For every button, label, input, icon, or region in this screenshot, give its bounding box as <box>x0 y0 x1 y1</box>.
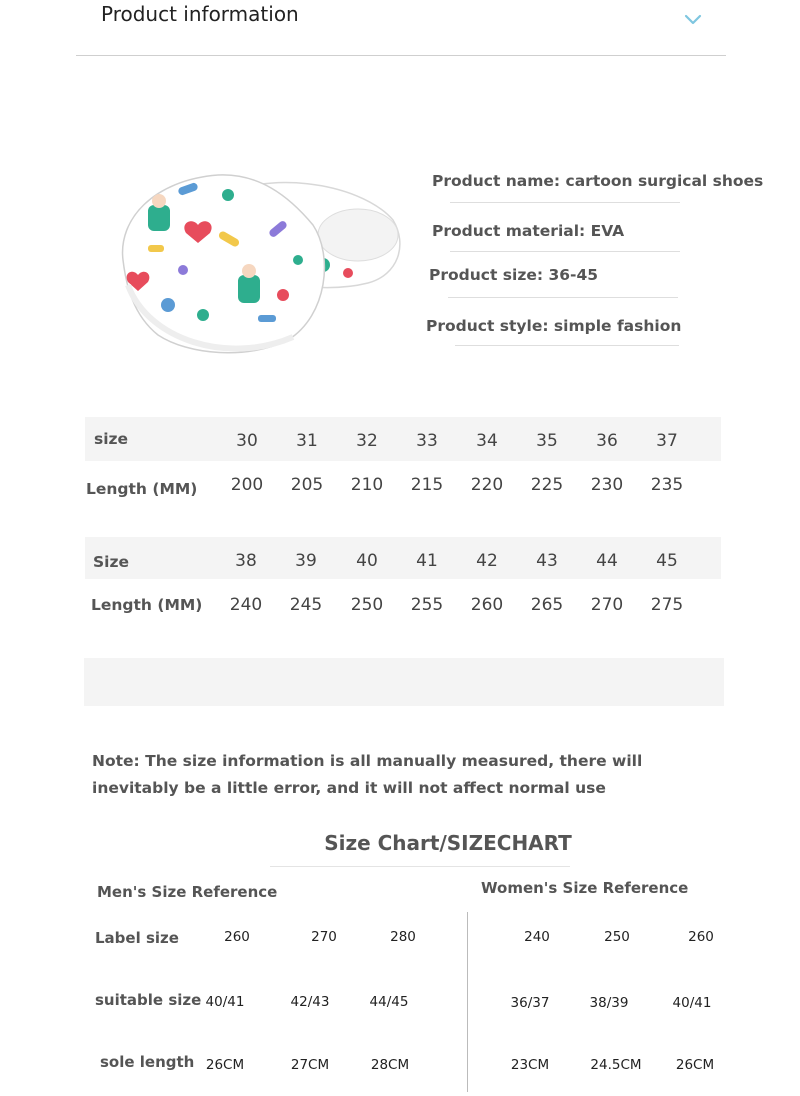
size-cell: 41 <box>416 551 438 571</box>
spec-material: Product material: EVA <box>432 222 625 240</box>
size-cell: 42 <box>476 551 498 571</box>
womens-suitable-size-cell: 40/41 <box>672 995 712 1011</box>
length-cell: 240 <box>229 595 263 615</box>
chevron-down-icon[interactable] <box>684 14 702 26</box>
size-cell: 38 <box>235 551 257 571</box>
shoe-product-image <box>108 165 408 365</box>
spec-style: Product style: simple fashion <box>426 317 682 335</box>
mens-label-size-cell: 270 <box>311 929 337 945</box>
mens-sole-length-cell: 27CM <box>290 1057 330 1073</box>
label-size-row-label: Label size <box>95 929 179 947</box>
empty-band <box>84 658 724 706</box>
size-cell: 44 <box>596 551 618 571</box>
size-table-2-size-label: Size <box>93 553 130 571</box>
length-cell: 215 <box>410 475 444 495</box>
mens-suitable-size-cell: 44/45 <box>369 994 409 1010</box>
size-cell: 39 <box>295 551 317 571</box>
length-cell: 220 <box>470 475 504 495</box>
womens-sole-length-cell: 26CM <box>675 1057 715 1073</box>
womens-label-size-cell: 260 <box>688 929 714 945</box>
size-cell: 43 <box>536 551 558 571</box>
spec-name: Product name: cartoon surgical shoes <box>432 172 764 190</box>
size-chart-divider <box>467 912 468 1092</box>
size-chart-title-underline <box>270 866 570 867</box>
measurement-note: Note: The size information is all manually measured, there will inevitably be a little error, and it will not affect normal use <box>92 752 643 797</box>
womens-size-heading: Women's Size Reference <box>481 879 689 897</box>
mens-suitable-size-cell: 40/41 <box>205 994 245 1010</box>
mens-sole-length-cell: 26CM <box>205 1057 245 1073</box>
mens-sole-length-cell: 28CM <box>370 1057 410 1073</box>
womens-suitable-size-cell: 36/37 <box>510 995 550 1011</box>
size-table-1-size-label: size <box>94 430 129 448</box>
size-chart-title: Size Chart/SIZECHART <box>324 831 572 855</box>
size-cell: 34 <box>476 431 498 451</box>
length-cell: 260 <box>470 595 504 615</box>
length-cell: 275 <box>650 595 684 615</box>
womens-suitable-size-cell: 38/39 <box>589 995 629 1011</box>
size-table-1-length-label: Length (MM) <box>86 480 198 498</box>
length-cell: 210 <box>350 475 384 495</box>
sole-length-row-label: sole length <box>100 1053 195 1071</box>
length-cell: 235 <box>650 475 684 495</box>
size-cell: 35 <box>536 431 558 451</box>
suitable-size-row-label: suitable size <box>95 991 202 1009</box>
mens-suitable-size-cell: 42/43 <box>290 994 330 1010</box>
spec-divider <box>455 345 679 346</box>
length-cell: 255 <box>410 595 444 615</box>
womens-sole-length-cell: 24.5CM <box>590 1057 642 1073</box>
size-cell: 37 <box>656 431 678 451</box>
size-cell: 45 <box>656 551 678 571</box>
length-cell: 245 <box>289 595 323 615</box>
page-title: Product information <box>101 2 299 26</box>
length-cell: 265 <box>530 595 564 615</box>
length-cell: 225 <box>530 475 564 495</box>
size-cell: 36 <box>596 431 618 451</box>
mens-label-size-cell: 280 <box>390 929 416 945</box>
size-cell: 31 <box>296 431 318 451</box>
size-cell: 30 <box>236 431 258 451</box>
header-divider <box>76 55 726 56</box>
length-cell: 270 <box>590 595 624 615</box>
mens-size-heading: Men's Size Reference <box>97 883 278 901</box>
womens-sole-length-cell: 23CM <box>510 1057 550 1073</box>
spec-divider <box>448 297 678 298</box>
size-cell: 32 <box>356 431 378 451</box>
mens-label-size-cell: 260 <box>224 929 250 945</box>
length-cell: 230 <box>590 475 624 495</box>
size-cell: 40 <box>356 551 378 571</box>
spec-divider <box>450 251 680 252</box>
womens-label-size-cell: 250 <box>604 929 630 945</box>
length-cell: 250 <box>350 595 384 615</box>
size-cell: 33 <box>416 431 438 451</box>
spec-size: Product size: 36-45 <box>429 266 599 284</box>
length-cell: 205 <box>290 475 324 495</box>
womens-label-size-cell: 240 <box>524 929 550 945</box>
length-cell: 200 <box>230 475 264 495</box>
size-table-2-length-label: Length (MM) <box>91 596 203 614</box>
spec-divider <box>450 202 680 203</box>
